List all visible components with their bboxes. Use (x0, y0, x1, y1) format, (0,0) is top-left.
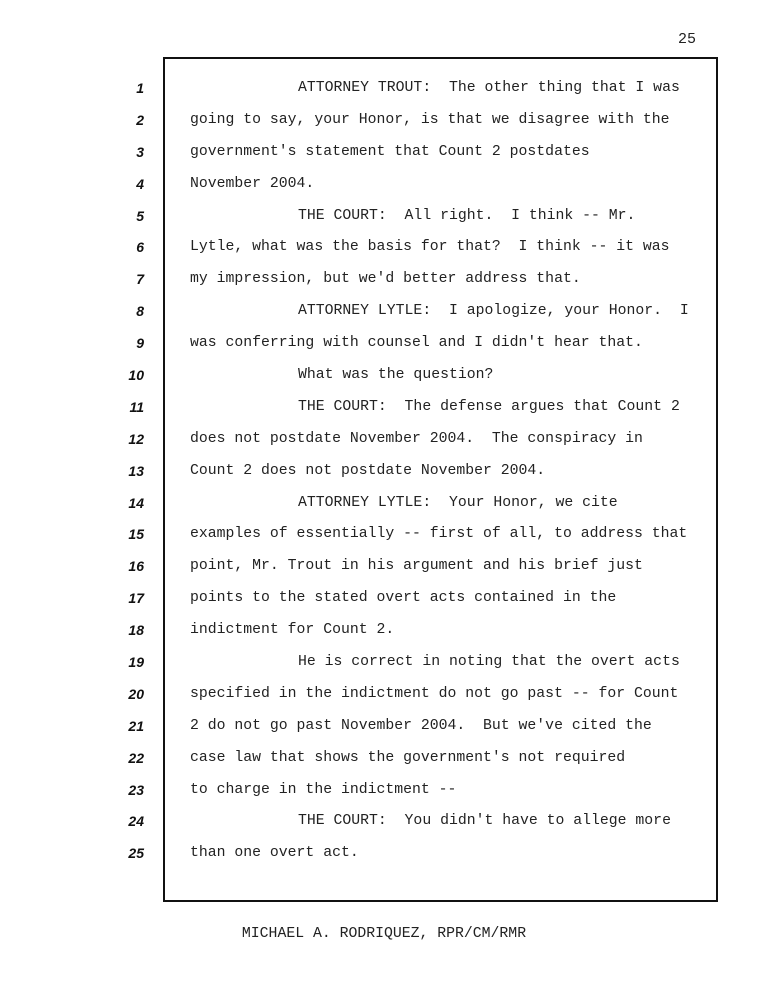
transcript-line: my impression, but we'd better address that. (190, 271, 581, 288)
line-number: 20 (128, 685, 144, 702)
transcript-line: ATTORNEY TROUT: The other thing that I was (298, 80, 680, 96)
line-number: 6 (136, 239, 144, 256)
line-number-column (100, 73, 144, 870)
transcript-line: Lytle, what was the basis for that? I think -- it was (190, 239, 670, 256)
line-number: 24 (128, 813, 144, 830)
transcript-line: He is correct in noting that the overt acts (298, 654, 680, 671)
line-number: 4 (136, 175, 144, 192)
transcript-line: specified in the indictment do not go past -- for Count (190, 685, 679, 702)
page-number: 25 (677, 31, 696, 48)
line-number: 14 (128, 494, 144, 511)
line-number: 23 (128, 781, 144, 798)
transcript-line: going to say, your Honor, is that we disagree with the (190, 111, 670, 128)
line-number: 1 (136, 80, 144, 96)
line-number: 22 (128, 749, 144, 766)
transcript-line: does not postdate November 2004. The conspiracy in (190, 430, 643, 447)
line-number: 2 (136, 111, 144, 128)
line-number: 12 (128, 430, 144, 447)
line-number: 25 (128, 845, 144, 862)
line-number: 15 (128, 526, 144, 543)
transcript-line: ATTORNEY LYTLE: Your Honor, we cite (298, 494, 618, 511)
transcript-line: examples of essentially -- first of all, to address that (190, 526, 688, 543)
transcript-line: 2 do not go past November 2004. But we've cited the (190, 717, 652, 734)
transcript-line: THE COURT: All right. I think -- Mr. (298, 207, 636, 224)
line-number: 18 (128, 622, 144, 639)
transcript-line: than one overt act. (190, 845, 359, 862)
transcript-line: government's statement that Count 2 postdates (190, 143, 590, 160)
line-number: 8 (136, 303, 144, 320)
line-number: 9 (136, 335, 144, 352)
transcript-line: case law that shows the government's not required (190, 749, 626, 766)
line-number: 11 (129, 398, 144, 415)
transcript-line: November 2004. (190, 175, 315, 192)
line-number: 10 (128, 367, 144, 384)
line-number: 13 (128, 462, 144, 479)
line-number: 7 (136, 271, 144, 288)
line-number: 17 (128, 590, 144, 607)
line-number: 19 (128, 654, 144, 671)
line-number: 21 (128, 717, 144, 734)
transcript-line: THE COURT: The defense argues that Count 2 (298, 398, 680, 415)
transcript-line: was conferring with counsel and I didn't hear that. (190, 335, 643, 352)
reporter-footer: MICHAEL A. RODRIQUEZ, RPR/CM/RMR (241, 926, 527, 942)
transcript-line: ATTORNEY LYTLE: I apologize, your Honor. I (298, 303, 689, 320)
transcript-line: points to the stated overt acts contained in the (190, 590, 617, 607)
transcript-line: to charge in the indictment -- (190, 781, 457, 798)
transcript-line: indictment for Count 2. (190, 622, 395, 639)
transcript-line: point, Mr. Trout in his argument and his brief just (190, 558, 643, 575)
transcript-line: THE COURT: You didn't have to allege more (298, 813, 671, 830)
transcript-text (190, 73, 705, 870)
line-number: 16 (128, 558, 144, 575)
line-number: 3 (136, 143, 144, 160)
transcript-line: Count 2 does not postdate November 2004. (190, 462, 546, 479)
line-number: 5 (136, 207, 144, 224)
transcript-line: What was the question? (298, 367, 494, 384)
